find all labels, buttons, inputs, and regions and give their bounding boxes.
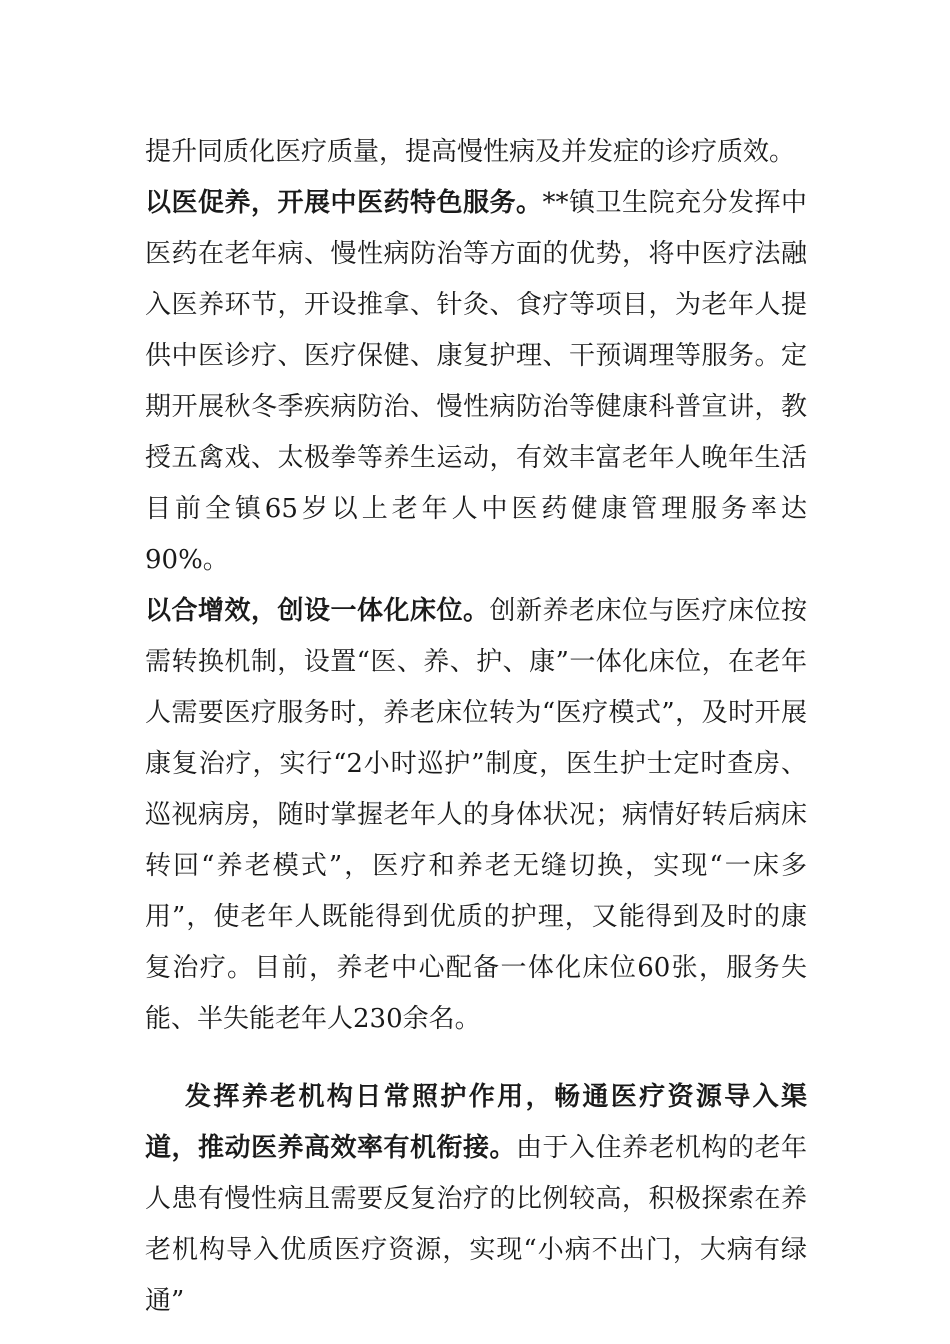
paragraph-2 <box>145 178 807 586</box>
paragraph-1 <box>145 127 807 178</box>
paragraph-2-text: **镇卫生院充分发挥中医药在老年病、慢性病防治等方面的优势，将中医疗法融入医养环节，开设推拿、针灸、食疗等项目，为老年人提供中医诊疗、医疗保健、康复护理、干预调理等服务。定期开展秋冬季疾病防治、慢性病防治等健康科普宣讲，教授五禽戏、太极拳等养生运动，有效丰富老年人晚年生活目前全镇65岁以上老年人中医药健康管理服务率达90%。 <box>145 188 807 575</box>
paragraph-3 <box>145 586 807 1045</box>
paragraph-4 <box>145 1072 807 1327</box>
paragraph-4-heading: 发挥养老机构日常照护作用，畅通医疗资源导入渠道，推动医养高效率有机衔接。 <box>145 1082 807 1163</box>
paragraph-3-heading: 以合增效，创设一体化床位。 <box>145 596 490 626</box>
paragraph-4-text: 由于入住养老机构的老年人患有慢性病且需要反复治疗的比例较高，积极探索在养老机构导入优质医疗资源，实现“小病不出门，大病有绿通” <box>145 1133 807 1316</box>
paragraph-3-text: 创新养老床位与医疗床位按需转换机制，设置“医、养、护、康”一体化床位，在老年人需要医疗服务时，养老床位转为“医疗模式”，及时开展康复治疗，实行“2小时巡护”制度，医生护士定时查房、巡视病房，随时掌握老年人的身体状况；病情好转后病床转回“养老模式”，医疗和养老无缝切换，实现“一床多用”，使老年人既能得到优质的护理，又能得到及时的康复治疗。目前，养老中心配备一体化床位60张，服务失能、半失能老年人230余名。 <box>145 596 807 1034</box>
paragraph-2-heading: 以医促养，开展中医药特色服务。 <box>145 188 543 218</box>
document-page <box>145 127 807 1327</box>
paragraph-1-text: 提升同质化医疗质量，提高慢性病及并发症的诊疗质效。 <box>145 137 796 167</box>
